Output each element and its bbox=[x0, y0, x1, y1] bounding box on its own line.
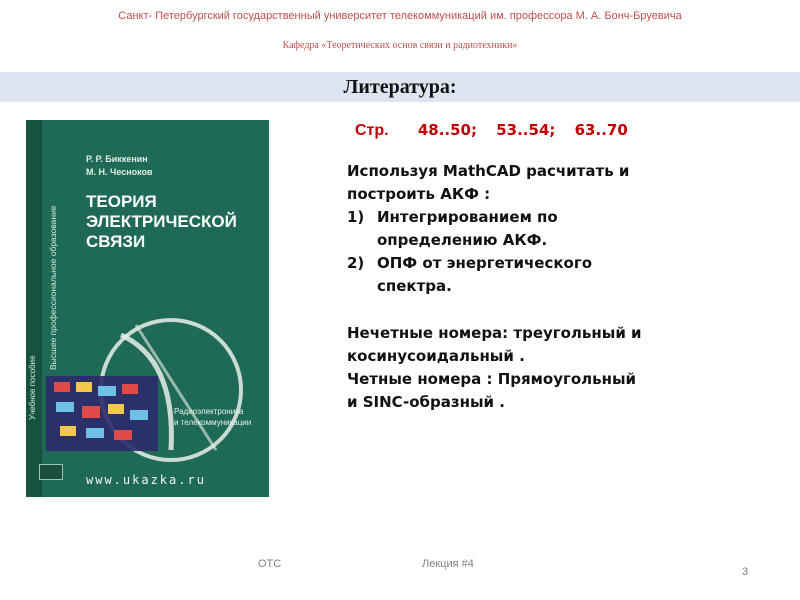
footer-lecture: Лекция #4 bbox=[422, 558, 474, 570]
book-subject-line-1: Радиоэлектроника bbox=[174, 407, 244, 416]
book-spine-tutorial: Учебное пособие bbox=[28, 355, 37, 420]
note-line: и SINC-образный . bbox=[347, 393, 505, 411]
list-item-number: 2) bbox=[347, 254, 365, 272]
university-header: Санкт- Петербургский государственный университет телекоммуникаций им. профессора М. А. Бонч-Бруевича bbox=[118, 10, 682, 22]
slide-title: Литература: bbox=[343, 76, 457, 98]
task-intro-line-2: построить АКФ : bbox=[347, 185, 491, 203]
list-item-line: спектра. bbox=[377, 277, 452, 295]
page-range-1: 48..50; bbox=[417, 121, 477, 139]
book-title-line-2: ЭЛЕКТРИЧЕСКОЙ bbox=[86, 212, 237, 231]
list-item-line: Интегрированием по bbox=[377, 208, 558, 226]
book-subject-line-2: и телекоммуникации bbox=[174, 418, 252, 427]
footer-course: ОТС bbox=[258, 558, 282, 570]
pages-label: Стр. bbox=[355, 122, 389, 139]
slide-number: 3 bbox=[742, 566, 749, 578]
note-line: Четные номера : Прямоугольный bbox=[347, 370, 637, 388]
page-range-3: 63..70 bbox=[574, 121, 628, 139]
list-item bbox=[347, 206, 707, 252]
book-cover-image bbox=[26, 120, 269, 497]
book-author-2: М. Н. Чесноков bbox=[86, 167, 153, 177]
task-text bbox=[347, 160, 707, 414]
list-item-line: ОПФ от энергетического bbox=[377, 254, 592, 272]
list-item-line: определению АКФ. bbox=[377, 231, 548, 249]
book-title-line-3: СВЯЗИ bbox=[86, 232, 146, 251]
book-url: www.ukazka.ru bbox=[86, 473, 206, 487]
book-subject bbox=[174, 406, 251, 428]
list-item-number: 1) bbox=[347, 208, 365, 226]
page-references bbox=[355, 121, 628, 140]
book-cover-art bbox=[26, 120, 269, 497]
publisher-logo-icon bbox=[39, 464, 63, 480]
book-series-label: Высшее профессиональное образование bbox=[48, 205, 58, 370]
book-title-line-1: ТЕОРИЯ bbox=[86, 192, 157, 211]
list-item bbox=[347, 252, 707, 298]
book-author-1: Р. Р. Биккенин bbox=[86, 154, 148, 164]
department-header: Кафедра «Теоретических основ связи и радиотехники» bbox=[282, 40, 518, 51]
note-line: Нечетные номера: треугольный и bbox=[347, 324, 642, 342]
note-line: косинусоидальный . bbox=[347, 347, 525, 365]
spacer bbox=[347, 298, 707, 322]
task-intro-line-1: Используя MathCAD расчитать и bbox=[347, 162, 630, 180]
page-range-2: 53..54; bbox=[496, 121, 556, 139]
